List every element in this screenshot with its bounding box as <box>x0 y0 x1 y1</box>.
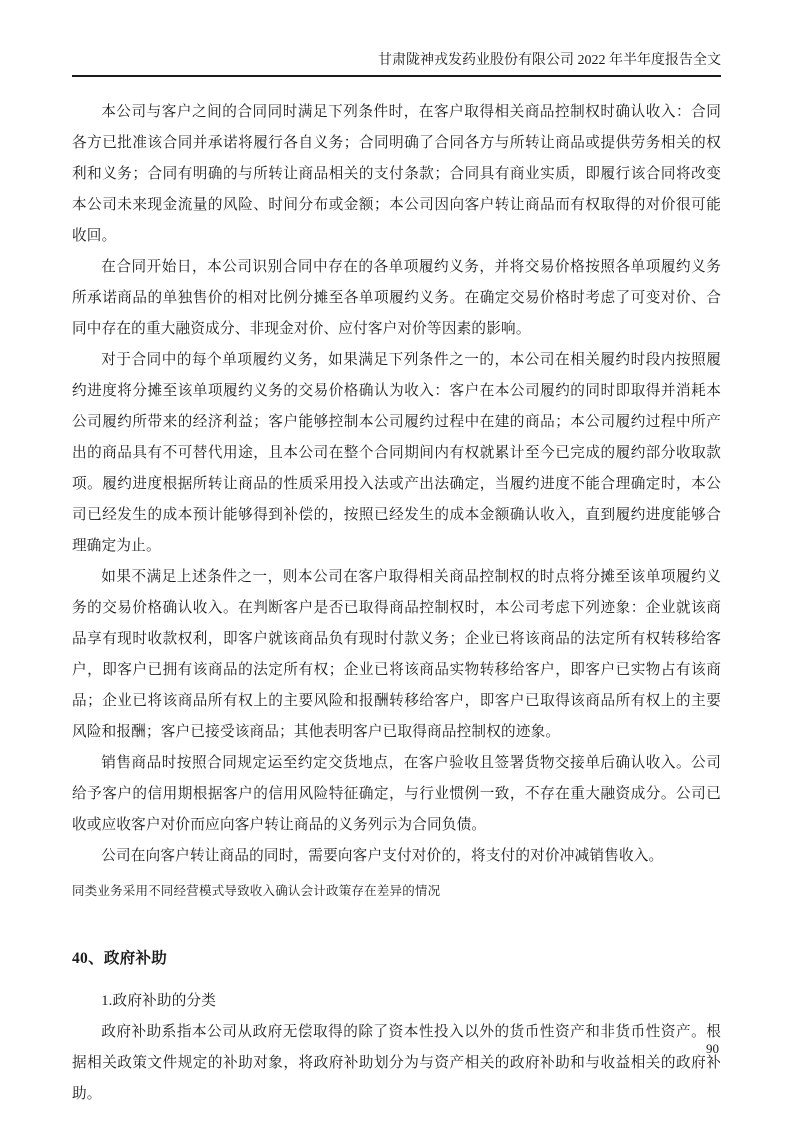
page-content <box>72 97 721 1110</box>
subsection-heading-subsidy-classification: 1.政府补助的分类 <box>101 993 217 1009</box>
paragraph-subsidy-definition: 政府补助系指本公司从政府无偿取得的除了资本性投入以外的货币性资产和非货币性资产。根据相关政策文件规定的补助对象，将政府补助划分为与资产相关的政府补助和与收益相关的政府补助。 <box>72 1024 721 1102</box>
paragraph-contract-start: 在合同开始日，本公司识别合同中存在的各单项履约义务，并将交易价格按照各单项履约义务所承诺商品的单独售价的相对比例分摊至各单项履约义务。在确定交易价格时考虑了可变对价、合同中存在的重大融资成分、非现金对价、应付客户对价等因素的影响。 <box>72 259 721 337</box>
paragraph-consideration-offset: 公司在向客户转让商品的同时，需要向客户支付对价的，将支付的对价冲减销售收入。 <box>101 848 664 864</box>
note-business-model-difference: 同类业务采用不同经营模式导致收入确认会计政策存在差异的情况 <box>72 884 441 898</box>
header-title: 甘肃陇神戎发药业股份有限公司 2022 年半年度报告全文 <box>378 53 721 68</box>
page-number: 90 <box>706 1041 719 1056</box>
section-heading-government-subsidy: 40、政府补助 <box>72 950 168 967</box>
paragraph-goods-delivery: 销售商品时按照合同规定运至约定交货地点，在客户验收且签署货物交接单后确认收入。公司给予客户的信用期根据客户的信用风险特征确定，与行业惯例一致，不存在重大融资成分。公司已收或应收客户对价而应向客户转让商品的义务列示为合同负债。 <box>72 755 721 833</box>
paragraph-control-transfer: 如果不满足上述条件之一，则本公司在客户取得相关商品控制权的时点将分摊至该单项履约义务的交易价格确认收入。在判断客户是否已取得商品控制权时，本公司考虑下列迹象：企业就该商品享有现时收款权利，即客户就该商品负有现时付款义务；企业已将该商品的法定所有权转移给客户，即客户已拥有该商品的法定所有权；企业已将该商品实物转移给客户，即客户已实物占有该商品；企业已将该商品所有权上的主要风险和报酬转移给客户，即客户已取得该商品所有权上的主要风险和报酬；客户已接受该商品；其他表明客户已取得商品控制权的迹象。 <box>72 569 721 740</box>
paragraph-revenue-conditions: 本公司与客户之间的合同同时满足下列条件时，在客户取得相关商品控制权时确认收入：合同各方已批准该合同并承诺将履行各自义务；合同明确了合同各方与所转让商品或提供劳务相关的权利和义务；合同有明确的与所转让商品相关的支付条款；合同具有商业实质，即履行该合同将改变本公司未来现金流量的风险、时间分布或金额；本公司因向客户转让商品而有权取得的对价很可能收回。 <box>72 104 721 244</box>
paragraph-performance-obligation: 对于合同中的每个单项履约义务，如果满足下列条件之一的，本公司在相关履约时段内按照履约进度将分摊至该单项履约义务的交易价格确认为收入：客户在本公司履约的同时即取得并消耗本公司履约所带来的经济利益；客户能够控制本公司履约过程中在建的商品；本公司履约过程中所产出的商品具有不可替代用途，且本公司在整个合同期间内有权就累计至今已完成的履约部分收取款项。履约进度根据所转让商品的性质采用投入法或产出法确定，当履约进度不能合理确定时，本公司已经发生的成本预计能够得到补偿的，按照已经发生的成本金额确认收入，直到履约进度能够合理确定为止。 <box>72 352 721 554</box>
page-header <box>72 52 721 77</box>
